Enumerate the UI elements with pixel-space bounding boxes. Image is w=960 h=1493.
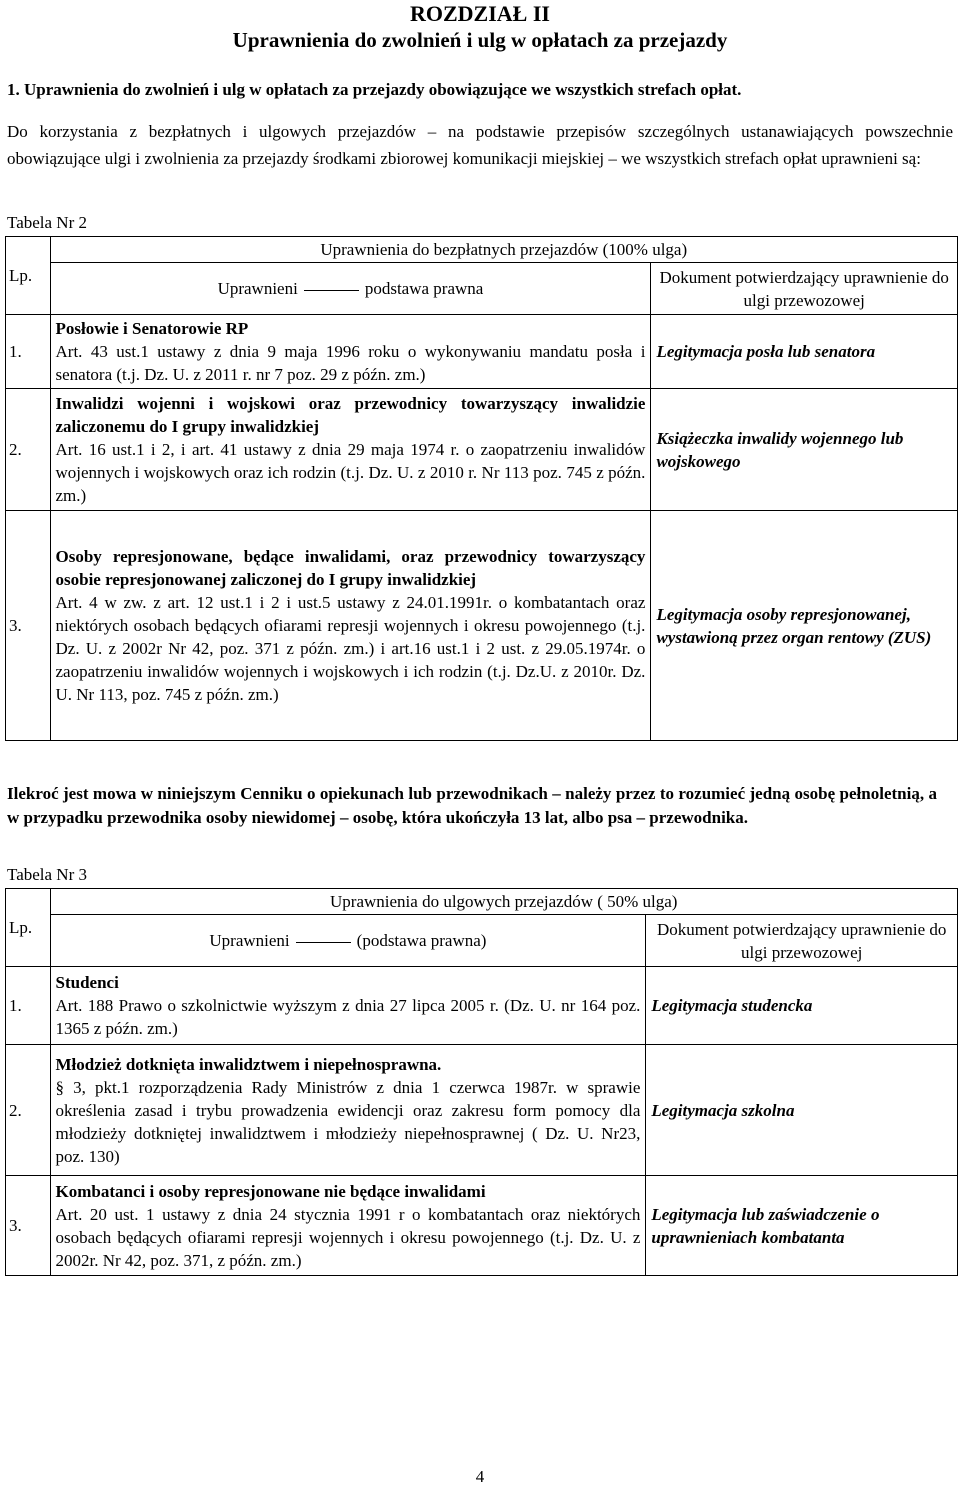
dash-line [304,290,359,291]
row-entitled [50,1045,646,1176]
table3-header-entitled-a: Uprawnieni [209,931,290,950]
row-entitled [50,315,651,389]
chapter-number: ROZDZIAŁ II [410,1,550,26]
row-entitled [50,967,646,1045]
table2-header-entitled [50,263,651,315]
table3-header-entitled-b: (podstawa prawna) [356,931,487,950]
table3-header-doc: Dokument potwierdzający uprawnienie do ulgi przewozowej [646,915,958,967]
table2-header-main: Uprawnienia do bezpłatnych przejazdów (100% ulga) [50,237,958,263]
row-basis: § 3, pkt.1 rozporządzenia Rady Ministrów z dnia 1 czerwca 1987r. w sprawie określenia zasad i trybu prowadzenia ewidencji oraz zakresu form pomocy dla młodzieży dotkniętej inwalidztwem i młodzieży niepełnosprawnej ( Dz. U. Nr23, poz. 130) [55,1077,641,1166]
row-doc: Legitymacja posła lub senatora [651,315,958,389]
row-title: Kombatanci i osoby represjonowane nie będące inwalidami [55,1181,486,1201]
row-lp: 1. [6,967,51,1045]
chapter-title: Uprawnienia do zwolnień i ulg w opłatach za przejazdy [232,28,728,52]
row-title: Inwalidzi wojenni i wojskowi oraz przewodnicy towarzyszący inwalidzie zaliczonemu do I grupy inwalidzkiej [55,394,646,436]
row-entitled [50,511,651,741]
table-row [6,315,958,389]
table2-header-doc: Dokument potwierdzający uprawnienie do ulgi przewozowej [651,263,958,315]
table3-label: Tabela Nr 3 [7,865,87,884]
table2-header-entitled-b: podstawa prawna [364,279,484,298]
row-basis: Art. 188 Prawo o szkolnictwie wyższym z dnia 27 lipca 2005 r. (Dz. U. nr 164 poz. 1365 z późn. zm.) [55,996,641,1038]
row-entitled [50,1176,646,1276]
row-lp: 3. [6,1176,51,1276]
row-basis: Art. 16 ust.1 i 2, i art. 41 ustawy z dnia 29 maja 1974 r. o zaopatrzeniu inwalidów wojennych i wojskowych oraz ich rodzin (t.j. Dz. U. z 2010 r. Nr 113 poz. 745 z późn. zm.) [55,440,646,505]
row-entitled [50,389,651,511]
table3-header-lp: Lp. [6,889,51,967]
row-title: Studenci [55,973,119,992]
table3-header-main: Uprawnienia do ulgowych przejazdów ( 50% ulga) [50,889,958,915]
dash-line [296,942,351,943]
row-lp: 1. [6,315,51,389]
row-doc: Legitymacja lub zaświadczenie o uprawnieniach kombatanta [646,1176,958,1276]
table2-label: Tabela Nr 2 [7,213,87,232]
row-doc: Legitymacja studencka [646,967,958,1045]
table-row [6,1045,958,1176]
intro-paragraph: Do korzystania z bezpłatnych i ulgowych przejazdów – na podstawie przepisów szczególnych ustanawiających powszechnie obowiązujące ulgi i zwolnienia za przejazdy środkami zbiorowej komunikacji miejskiej – we wszystkich strefach opłat uprawnieni są: [7,122,953,168]
row-lp: 3. [6,511,51,741]
row-title: Osoby represjonowane, będące inwalidami, oraz przewodnicy towarzyszący osobie represjonowanej zaliczonej do I grupy inwalidzkiej [55,547,646,589]
row-doc: Legitymacja szkolna [646,1045,958,1176]
row-doc: Legitymacja osoby represjonowanej, wystawioną przez organ rentowy (ZUS) [651,511,958,741]
table-reduced-travel [5,888,958,1276]
table-row [6,967,958,1045]
row-title: Młodzież dotknięta inwalidztwem i niepełnosprawna. [55,1054,442,1074]
table2-header-lp: Lp. [6,237,51,315]
row-title: Posłowie i Senatorowie RP [55,319,249,338]
table2-header-entitled-a: Uprawnieni [217,279,298,298]
guide-note: Ilekroć jest mowa w niniejszym Cenniku o opiekunach lub przewodnikach – należy przez to rozumieć jedną osobę pełnoletnią, a w przypadku przewodnika osoby niewidomej – osobę, która ukończyła 13 lat, albo psa – przewodnika. [7,784,937,827]
row-basis: Art. 4 w zw. z art. 12 ust.1 i 2 i ust.5 ustawy z 24.01.1991r. o kombatantach oraz niektórych osobach będących ofiarami represji wojennych i okresu powojennego (t.j. Dz. U. z 2002r Nr 42, poz. 371 z późn. zm.) i art.16 ust.1 i 2 ust. z 29.05.1974r. o zaopatrzeniu inwalidów wojennych i wojskowych i ich rodzin (t.j. Dz.U. z 2010r. Dz. U. Nr 113, poz. 745 z późn. zm.) [55,593,646,704]
table-free-travel [5,236,958,741]
page-number: 4 [475,1467,485,1486]
table-row [6,389,958,511]
table-row [6,511,958,741]
row-lp: 2. [6,389,51,511]
table-row [6,1176,958,1276]
chapter-header [0,0,960,54]
row-doc: Książeczka inwalidy wojennego lub wojskowego [651,389,958,511]
section-heading: 1. Uprawnienia do zwolnień i ulg w opłatach za przejazdy obowiązujące we wszystkich strefach opłat. [7,80,742,99]
table3-header-entitled [50,915,646,967]
row-lp: 2. [6,1045,51,1176]
row-basis: Art. 43 ust.1 ustawy z dnia 9 maja 1996 roku o wykonywaniu mandatu posła i senatora (t.j. Dz. U. z 2011 r. nr 7 poz. 29 z późn. zm.) [55,342,646,384]
row-basis: Art. 20 ust. 1 ustawy z dnia 24 stycznia 1991 r o kombatantach oraz niektórych osobach będących ofiarami represji wojennych i okresu powojennego (t.j. Dz. U. z 2002r. Nr 42, poz. 371, z późn. zm.) [55,1204,641,1270]
